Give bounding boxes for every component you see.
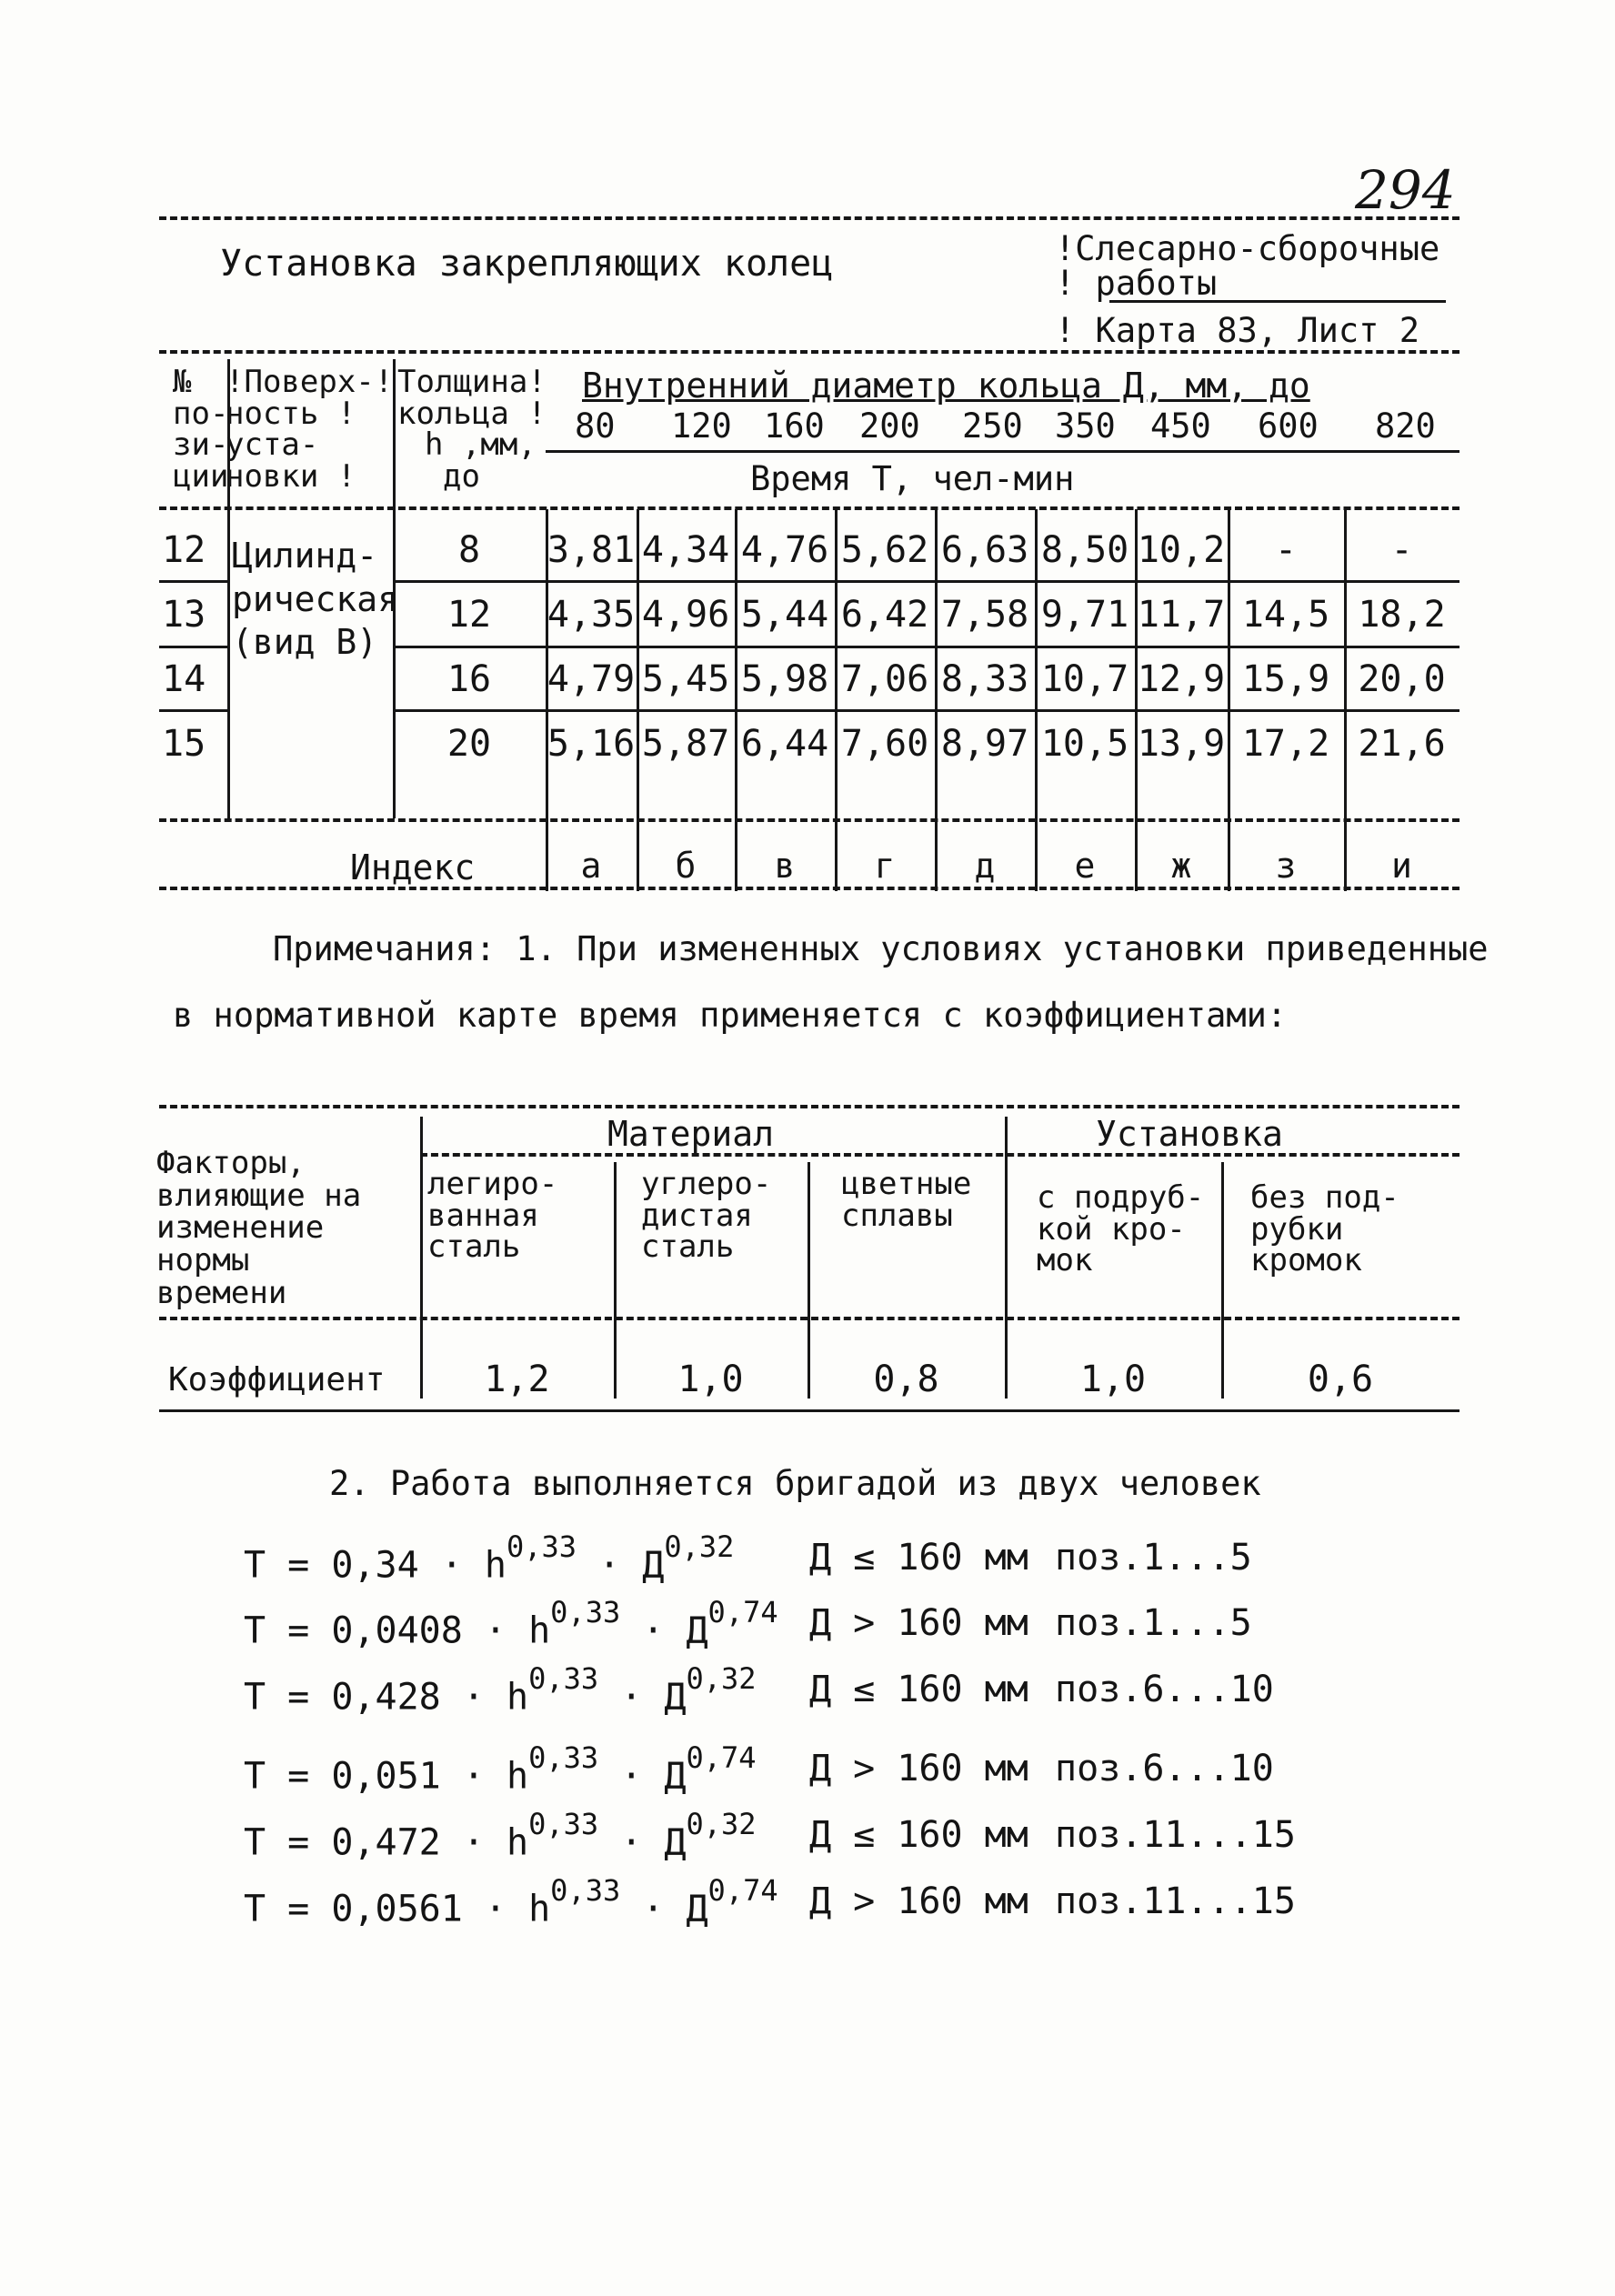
time-cell: 5,98	[740, 658, 829, 700]
group-material: Материал	[607, 1114, 775, 1154]
formula-condition: Д ≤ 160 мм	[809, 1814, 1028, 1856]
table1-body-rule	[159, 818, 1460, 822]
formula-positions: поз.1...5	[1055, 1537, 1252, 1579]
header-top-rule	[159, 216, 1460, 220]
time-cell: 17,2	[1241, 723, 1330, 765]
index-letter: ж	[1170, 846, 1192, 886]
diameter-160: 160	[764, 406, 825, 446]
note2: 2. Работа выполняется бригадой из двух человек	[329, 1464, 1261, 1503]
formula-expression: $T = 0,051 \cdot h^{0,33} \cdot Д^{0,74}$	[244, 1740, 757, 1798]
time-cell: 5,87	[641, 723, 730, 765]
coef-nonferrous: 0,8	[873, 1359, 939, 1400]
pos-col-header: № по- зи- ции	[173, 364, 229, 496]
formula-positions: поз.11...15	[1055, 1814, 1296, 1856]
grid-v-pos	[227, 359, 230, 818]
surface-col-header: !Поверх-! ность ! уста- новки !	[226, 364, 394, 496]
time-cell: 10,5	[1040, 723, 1129, 765]
time-cell: 10,7	[1040, 658, 1129, 700]
t2-col-nonferrous: цветные сплавы	[841, 1166, 972, 1234]
thickness-col-header: Толщина! кольца ! h ,мм, до	[397, 364, 547, 496]
coef-trimmed: 1,0	[1079, 1359, 1147, 1400]
time-cell: 4,76	[740, 529, 829, 571]
time-cell: 4,96	[641, 594, 730, 636]
index-letter: и	[1391, 846, 1412, 886]
surface-label: Цилинд- рическая (вид В)	[232, 536, 399, 662]
formula-expression: $T = 0,0561 \cdot h^{0,33} \cdot Д^{0,74}$	[244, 1873, 778, 1930]
time-cell: 7,06	[840, 658, 929, 700]
time-cell: 13,9	[1137, 723, 1226, 765]
time-cell: 5,44	[740, 594, 829, 636]
time-cell: 4,34	[641, 529, 730, 571]
diameter-250: 250	[962, 406, 1023, 446]
note1-line2: в нормативной карте время применяется с коэффициентами:	[173, 996, 1288, 1035]
table2-group-rule	[420, 1153, 1460, 1157]
formula-positions: поз.11...15	[1055, 1880, 1296, 1922]
time-cell: 6,44	[740, 723, 829, 765]
diameter-80: 80	[575, 406, 616, 446]
index-letter: в	[774, 846, 796, 886]
time-cell: -	[1390, 529, 1413, 571]
coef-untrimmed: 0,6	[1307, 1359, 1374, 1400]
formula-condition: Д > 160 мм	[809, 1748, 1028, 1790]
time-cell: 8,33	[940, 658, 1029, 700]
coef-alloy: 1,2	[484, 1359, 550, 1400]
work-type-line1: !Слесарно-сборочные	[1055, 229, 1440, 268]
diameter-200: 200	[859, 406, 920, 446]
time-cell: 4,79	[547, 658, 636, 700]
table2-bottom-rule	[159, 1409, 1460, 1412]
diameter-header: Внутренний диаметр кольца Д, мм, до	[582, 366, 1310, 406]
t2-v-0	[420, 1117, 423, 1399]
t2-col-carbon: углеро- дистая сталь	[641, 1166, 772, 1266]
t2-col-untrimmed: без под- рубки кромок	[1250, 1179, 1399, 1279]
index-letter: д	[974, 846, 996, 886]
table2-top-rule	[159, 1105, 1460, 1108]
thickness-cell: 12	[446, 594, 492, 636]
time-cell: 8,97	[940, 723, 1029, 765]
group-install: Установка	[1096, 1114, 1283, 1154]
pos-cell: 12	[162, 529, 206, 571]
formula-condition: Д ≤ 160 мм	[809, 1669, 1028, 1710]
row-rule-pos-1	[159, 580, 227, 583]
time-cell: 6,63	[940, 529, 1029, 571]
time-cell: 9,71	[1040, 594, 1129, 636]
index-letter: г	[874, 846, 896, 886]
index-letter: б	[675, 846, 697, 886]
diameter-450: 450	[1150, 406, 1211, 446]
work-type-rule	[1109, 300, 1446, 303]
formula-condition: Д > 160 мм	[809, 1602, 1028, 1644]
time-cell: 5,62	[840, 529, 929, 571]
formula-expression: $T = 0,472 \cdot h^{0,33} \cdot Д^{0,32}$	[244, 1807, 757, 1864]
pos-cell: 15	[162, 723, 206, 765]
time-cell: 4,35	[547, 594, 636, 636]
header-bottom-rule	[159, 350, 1460, 354]
time-cell: 5,16	[547, 723, 636, 765]
pos-cell: 13	[162, 594, 206, 636]
diameter-350: 350	[1055, 406, 1116, 446]
table1-header-rule	[159, 506, 1460, 510]
diameter-600: 600	[1258, 406, 1319, 446]
row-rule-pos-3	[159, 709, 227, 712]
t2-col-alloy: легиро- ванная сталь	[427, 1166, 558, 1266]
coef-label: Коэффициент	[168, 1361, 386, 1399]
formula-expression: $T = 0,34 \cdot h^{0,33} \cdot Д^{0,32}$	[244, 1529, 735, 1587]
time-cell: -	[1274, 529, 1298, 571]
time-cell: 5,45	[641, 658, 730, 700]
time-cell: 3,81	[547, 529, 636, 571]
thickness-cell: 16	[446, 658, 492, 700]
diameter-rule	[546, 450, 1460, 453]
row-rule-2	[393, 646, 1460, 648]
card-number: ! Карта 83, Лист 2	[1055, 311, 1419, 350]
row-rule-1	[393, 580, 1460, 583]
work-type-line2: ! работы	[1055, 264, 1218, 303]
table2-header-rule	[159, 1317, 1460, 1320]
time-cell: 18,2	[1358, 594, 1446, 636]
time-cell: 15,9	[1241, 658, 1330, 700]
time-cell: 14,5	[1241, 594, 1330, 636]
time-cell: 12,9	[1137, 658, 1226, 700]
factors-header: Факторы, влияющие на изменение нормы времени	[156, 1145, 362, 1311]
time-cell: 10,2	[1137, 529, 1226, 571]
time-cell: 7,58	[940, 594, 1029, 636]
t2-col-trimmed: с подруб- кой кро- мок	[1037, 1179, 1205, 1279]
time-cell: 21,6	[1358, 723, 1446, 765]
row-rule-pos-2	[159, 646, 227, 648]
t2-v-3	[1005, 1117, 1008, 1399]
index-letter: з	[1275, 846, 1297, 886]
page-number: 294	[1355, 159, 1456, 221]
formula-positions: поз.6...10	[1055, 1669, 1274, 1710]
thickness-cell: 20	[446, 723, 492, 765]
formula-expression: $T = 0,428 \cdot h^{0,33} \cdot Д^{0,32}$	[244, 1661, 757, 1719]
index-letter: а	[580, 846, 602, 886]
diameter-row	[546, 406, 1460, 446]
diameter-820: 820	[1375, 406, 1436, 446]
formula-positions: поз.1...5	[1055, 1602, 1252, 1644]
coef-carbon: 1,0	[677, 1359, 744, 1400]
time-cell: 6,42	[840, 594, 929, 636]
note1-line1: Примечания: 1. При измененных условиях установки приведенные	[273, 929, 1489, 968]
time-header: Время Т, чел-мин	[750, 459, 1075, 498]
formula-condition: Д > 160 мм	[809, 1880, 1028, 1922]
index-label: Индекс	[350, 847, 476, 887]
diameter-120: 120	[671, 406, 732, 446]
pos-cell: 14	[162, 658, 206, 700]
formula-positions: поз.6...10	[1055, 1748, 1274, 1790]
card-title: Установка закрепляющих колец	[220, 243, 834, 285]
formula-condition: Д ≤ 160 мм	[809, 1537, 1028, 1579]
time-cell: 11,7	[1137, 594, 1226, 636]
time-cell: 20,0	[1358, 658, 1446, 700]
time-cell: 8,50	[1040, 529, 1129, 571]
row-rule-3	[393, 709, 1460, 712]
formula-expression: $T = 0,0408 \cdot h^{0,33} \cdot Д^{0,74}$	[244, 1595, 778, 1652]
index-letter: е	[1074, 846, 1096, 886]
thickness-cell: 8	[457, 529, 481, 571]
time-cell: 7,60	[840, 723, 929, 765]
